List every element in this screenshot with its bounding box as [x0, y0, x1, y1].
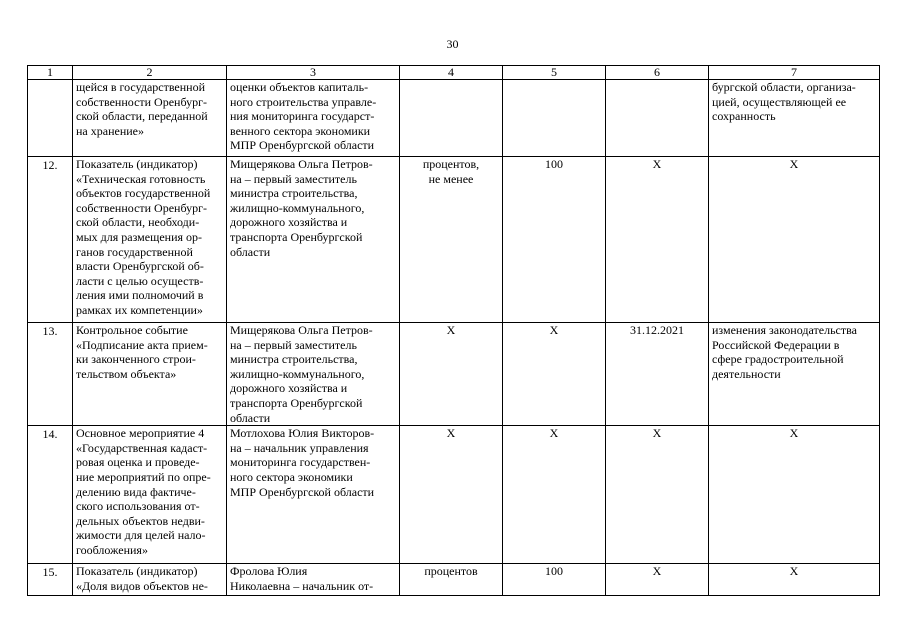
row-unit: X — [400, 426, 503, 564]
row-name: Контрольное событие «Подписание акта прием- ки законченного строи- тельством объекта» — [73, 323, 227, 426]
header-cell-2: 2 — [73, 66, 227, 80]
row-number: 15. — [28, 564, 73, 596]
row-responsible: Фролова Юлия Николаевна – начальник от- — [227, 564, 400, 596]
plan-table — [27, 65, 880, 596]
header-cell-4: 4 — [400, 66, 503, 80]
row-responsible: Мотлохова Юлия Викторов- на – начальник управления мониторинга государствен- ного сектора экономики МПР Оренбургской области — [227, 426, 400, 564]
table-header-row — [28, 66, 880, 80]
row-note: бургской области, организа- цией, осуществляющей ее сохранность — [709, 80, 880, 157]
table-row — [28, 157, 880, 323]
row-note: X — [709, 426, 880, 564]
row-note: изменения законодательства Российской Федерации в сфере градостроительной деятельности — [709, 323, 880, 426]
table-row — [28, 323, 880, 426]
row-number: 13. — [28, 323, 73, 426]
page-number: 30 — [446, 37, 459, 51]
row-number — [28, 80, 73, 157]
table-row — [28, 564, 880, 596]
row-date: 31.12.2021 — [606, 323, 709, 426]
row-value: X — [503, 323, 606, 426]
row-responsible: Мищерякова Ольга Петров- на – первый заместитель министра строительства, жилищно-коммунального, дорожного хозяйства и транспорта Оренбургской области — [227, 323, 400, 426]
row-number: 14. — [28, 426, 73, 564]
row-unit: процентов, не менее — [400, 157, 503, 323]
row-number: 12. — [28, 157, 73, 323]
row-note: X — [709, 157, 880, 323]
table-row — [28, 80, 880, 157]
row-name: Показатель (индикатор) «Доля видов объектов не- — [73, 564, 227, 596]
row-unit: X — [400, 323, 503, 426]
row-responsible: оценки объектов капиталь- ного строительства управле- ния мониторинга государст- венного сектора экономики МПР Оренбургской области — [227, 80, 400, 157]
row-date: X — [606, 564, 709, 596]
row-value: X — [503, 426, 606, 564]
row-date — [606, 80, 709, 157]
row-unit: процентов — [400, 564, 503, 596]
row-date: X — [606, 157, 709, 323]
row-date: X — [606, 426, 709, 564]
header-cell-1: 1 — [28, 66, 73, 80]
row-name: Показатель (индикатор) «Техническая готовность объектов государственной собственности Оренбург- ской области, необходи- мых для размещения ор- ганов государственной власти Оренбургской об- ласти с целью осуществ- ления ими полномочий в рамках их компетенции» — [73, 157, 227, 323]
row-value: 100 — [503, 157, 606, 323]
header-cell-7: 7 — [709, 66, 880, 80]
table-row — [28, 426, 880, 564]
row-value — [503, 80, 606, 157]
header-cell-5: 5 — [503, 66, 606, 80]
header-cell-6: 6 — [606, 66, 709, 80]
row-name: Основное мероприятие 4 «Государственная кадаст- ровая оценка и проведе- ние мероприятий по опре- делению вида фактиче- ского использования от- дельных объектов недви- жимости для целей нало- гообложения» — [73, 426, 227, 564]
row-note: X — [709, 564, 880, 596]
row-responsible: Мищерякова Ольга Петров- на – первый заместитель министра строительства, жилищно-коммунального, дорожного хозяйства и транспорта Оренбургской области — [227, 157, 400, 323]
row-name: щейся в государственной собственности Оренбург- ской области, переданной на хранение» — [73, 80, 227, 157]
row-value: 100 — [503, 564, 606, 596]
header-cell-3: 3 — [227, 66, 400, 80]
row-unit — [400, 80, 503, 157]
